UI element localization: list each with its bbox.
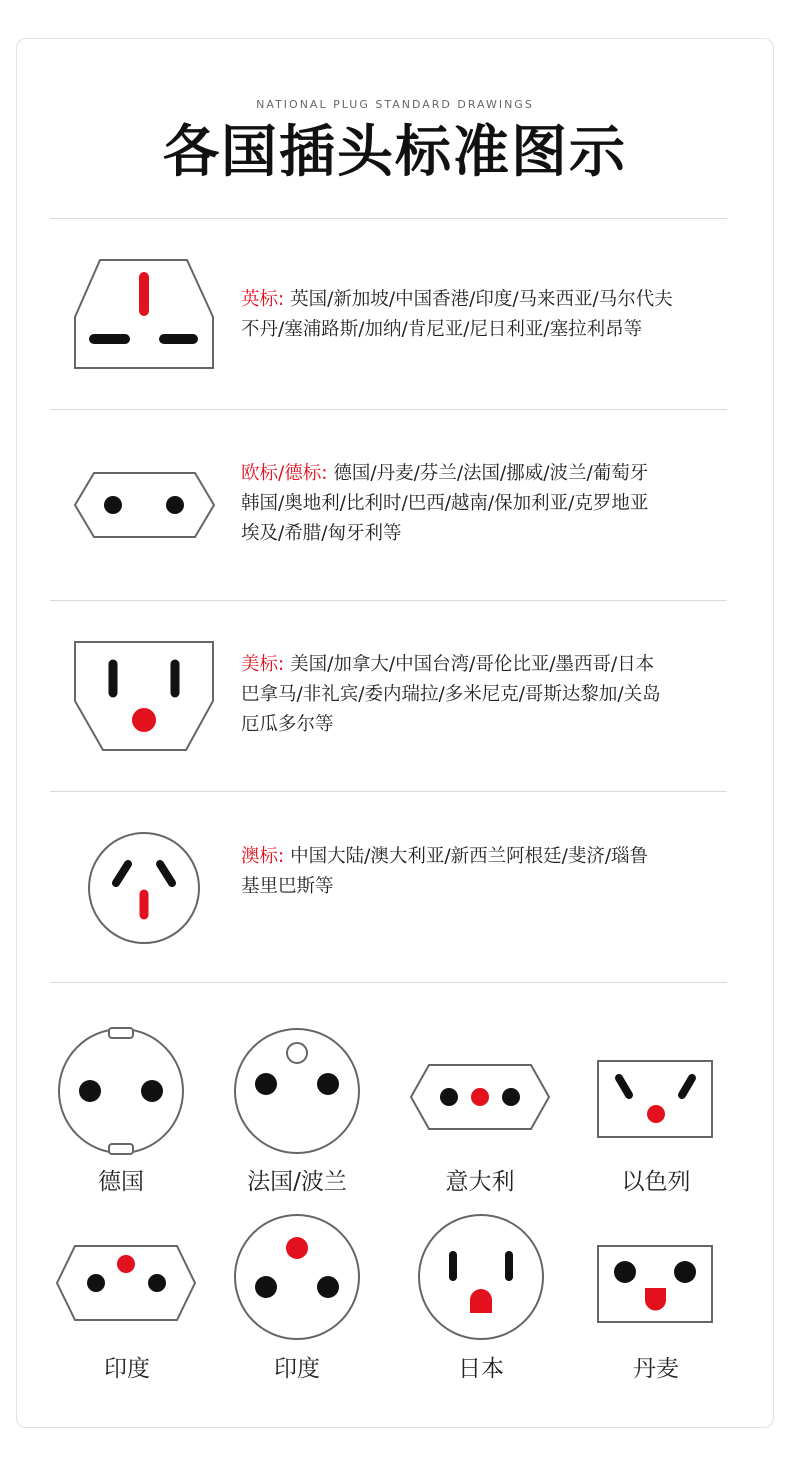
- page-title: 各国插头标准图示: [163, 120, 627, 185]
- divider: [50, 982, 727, 983]
- country-list: 美国/加拿大/中国台湾/哥伦比亚/墨西哥/日本: [290, 654, 655, 675]
- page-subtitle: NATIONAL PLUG STANDARD DRAWINGS: [256, 98, 534, 111]
- divider: [50, 600, 727, 601]
- plug-name: 意大利: [445, 1169, 515, 1195]
- standard-label: 欧标/德标:: [241, 463, 328, 484]
- country-list: 德国/丹麦/芬兰/法国/挪威/波兰/葡萄牙: [333, 463, 649, 484]
- country-list: 基里巴斯等: [241, 876, 334, 897]
- india-small-plug-icon: [56, 1245, 196, 1321]
- israel-plug-icon: [597, 1060, 714, 1139]
- plug-name: 印度: [274, 1356, 320, 1382]
- standard-au-text: [241, 842, 721, 902]
- denmark-plug-icon: [597, 1245, 714, 1324]
- eu-plug-icon: [74, 472, 216, 540]
- country-list: 埃及/希腊/匈牙利等: [241, 523, 402, 544]
- country-list: 不丹/塞浦路斯/加纳/肯尼亚/尼日利亚/塞拉利昂等: [241, 319, 643, 340]
- country-list: 中国大陆/澳大利亚/新西兰阿根廷/斐济/瑙鲁: [290, 846, 649, 867]
- plug-name: 法国/波兰: [247, 1169, 347, 1195]
- plug-name: 以色列: [621, 1169, 691, 1195]
- standard-label: 英标:: [241, 289, 285, 310]
- standard-us-text: [241, 650, 721, 740]
- japan-plug-icon: [417, 1213, 545, 1341]
- divider: [50, 409, 727, 410]
- uk-plug-icon: [74, 259, 216, 371]
- standard-label: 澳标:: [241, 846, 285, 867]
- standard-eu-text: [241, 459, 721, 549]
- divider: [50, 791, 727, 792]
- plug-name: 德国: [98, 1169, 144, 1195]
- italy-plug-icon: [410, 1064, 550, 1130]
- france-poland-plug-icon: [233, 1027, 361, 1155]
- us-plug-icon: [74, 641, 216, 753]
- divider: [50, 218, 727, 219]
- plug-name: 日本: [458, 1356, 504, 1382]
- au-plug-icon: [87, 831, 201, 945]
- standard-uk-text: [241, 285, 721, 345]
- plug-name: 印度: [104, 1356, 150, 1382]
- country-list: 韩国/奥地利/比利时/巴西/越南/保加利亚/克罗地亚: [241, 493, 649, 514]
- standard-label: 美标:: [241, 654, 285, 675]
- india-large-plug-icon: [233, 1213, 361, 1341]
- country-list: 厄瓜多尔等: [241, 714, 334, 735]
- country-list: 巴拿马/非礼宾/委内瑞拉/多米尼克/哥斯达黎加/关岛: [241, 684, 661, 705]
- germany-plug-icon: [57, 1027, 185, 1155]
- plug-name: 丹麦: [633, 1356, 679, 1382]
- country-list: 英国/新加坡/中国香港/印度/马来西亚/马尔代夫: [290, 289, 673, 310]
